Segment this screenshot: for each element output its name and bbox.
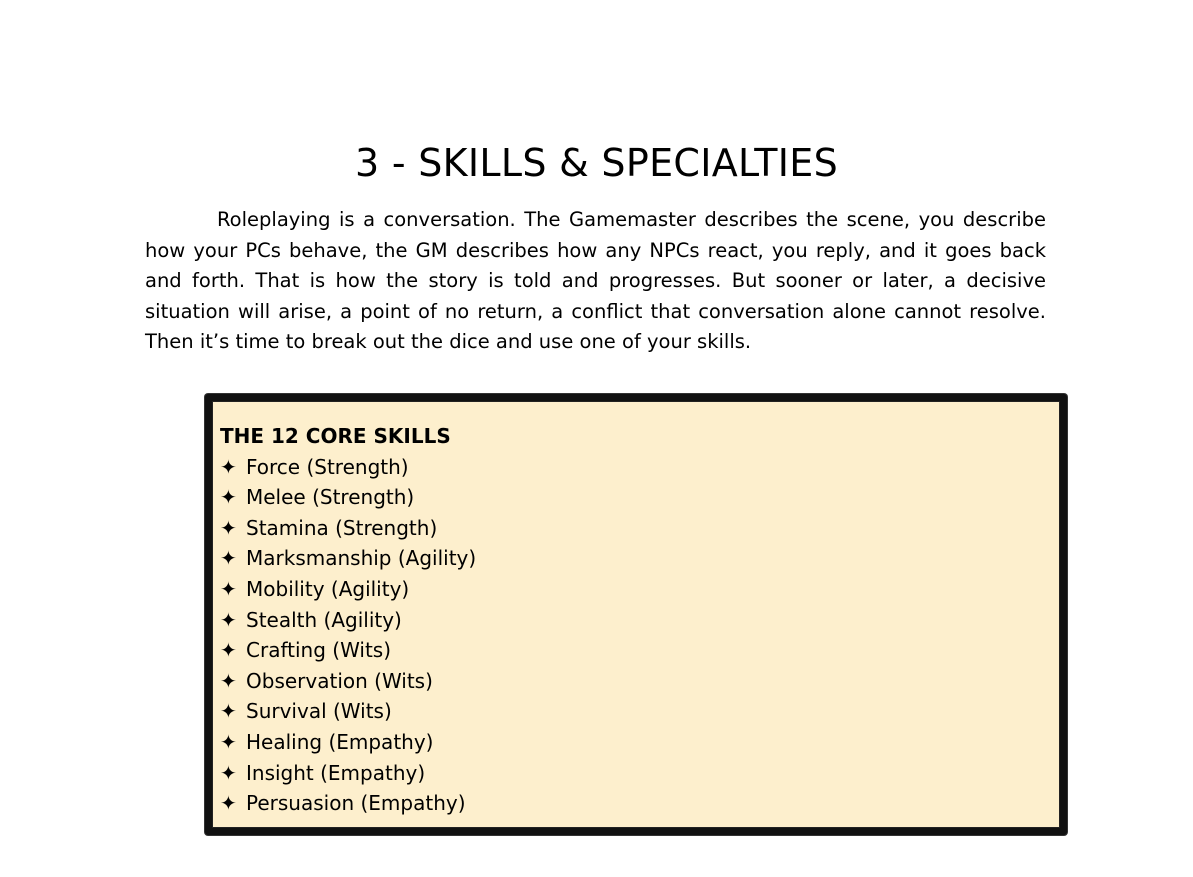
skill-item: [220, 605, 476, 636]
skill-item: [220, 696, 476, 727]
star-bullet-icon: ✦: [220, 729, 237, 754]
star-bullet-icon: ✦: [220, 760, 237, 785]
skill-item: [220, 727, 476, 758]
skill-item: [220, 635, 476, 666]
star-bullet-icon: ✦: [220, 668, 237, 693]
skill-label: Force (Strength): [246, 454, 409, 479]
star-bullet-icon: ✦: [220, 791, 237, 816]
star-bullet-icon: ✦: [220, 515, 237, 540]
core-skills-list: [220, 452, 476, 819]
star-bullet-icon: ✦: [220, 699, 237, 724]
skill-label: Observation (Wits): [246, 668, 433, 693]
skill-label: Persuasion (Empathy): [246, 791, 466, 816]
star-bullet-icon: ✦: [220, 485, 237, 510]
chapter-title: 3 - SKILLS & SPECIALTIES: [354, 141, 839, 185]
skill-label: Marksmanship (Agility): [246, 546, 477, 571]
core-skills-heading: THE 12 CORE SKILLS: [220, 424, 451, 448]
skill-label: Stealth (Agility): [246, 607, 402, 632]
skill-label: Crafting (Wits): [246, 638, 392, 663]
skill-item: [220, 758, 476, 789]
skill-label: Healing (Empathy): [246, 729, 434, 754]
skill-item: [220, 666, 476, 697]
skill-item: [220, 513, 476, 544]
intro-paragraph: Roleplaying is a conversation. The Gamemaster describes the scene, you describe how your PCs behave, the GM describes how any NPCs react, you reply, and it goes back and forth. That is how the story is told and progresses. But sooner or later, a decisive situation will arise, a point of no return, a conflict that conversation alone cannot resolve. Then it’s time to break out the dice and use one of your skills.: [145, 208, 1046, 354]
skill-item: [220, 574, 476, 605]
skill-item: [220, 788, 476, 819]
skill-label: Stamina (Strength): [246, 515, 438, 540]
skill-item: [220, 543, 476, 574]
skill-item: [220, 482, 476, 513]
star-bullet-icon: ✦: [220, 638, 237, 663]
core-skills-box: [205, 394, 1067, 835]
skill-item: [220, 452, 476, 483]
star-bullet-icon: ✦: [220, 454, 237, 479]
star-bullet-icon: ✦: [220, 576, 237, 601]
star-bullet-icon: ✦: [220, 607, 237, 632]
star-bullet-icon: ✦: [220, 546, 237, 571]
skill-label: Survival (Wits): [246, 699, 392, 724]
skill-label: Mobility (Agility): [246, 576, 410, 601]
skill-label: Insight (Empathy): [246, 760, 426, 785]
skill-label: Melee (Strength): [246, 485, 415, 510]
